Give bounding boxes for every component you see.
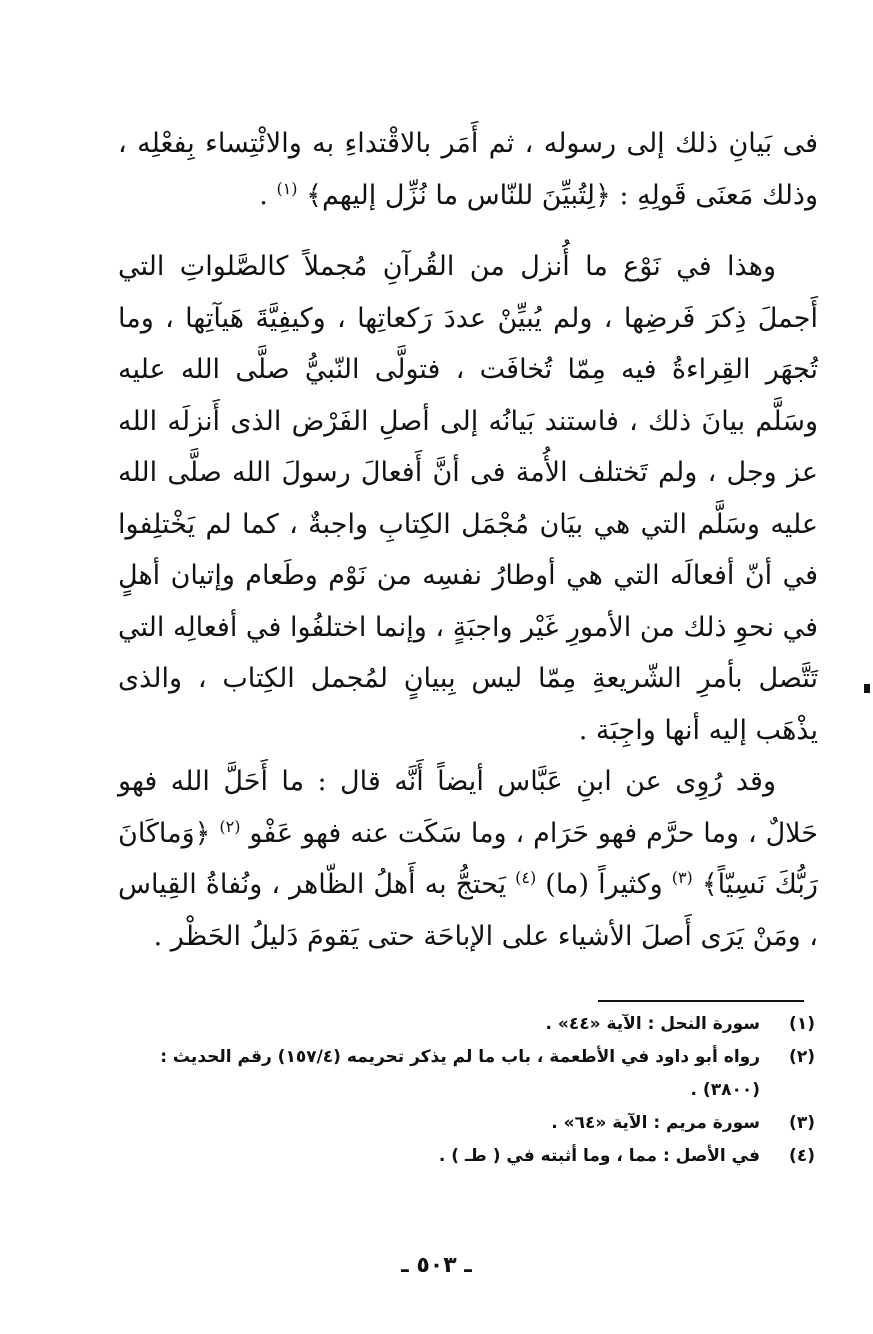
footnote-number: (٤) [789, 1146, 815, 1166]
footnote-marker-3: (٣) [671, 868, 693, 887]
footnote-item [150, 1008, 815, 1041]
footnote-marker-4: (٤) [515, 868, 537, 887]
quran-quote: ﴿وَماكَانَ رَبُّكَ نَسِيّاً﴾ [118, 817, 818, 900]
footnote-text: سورة النحل : الآية «٤٤» . [545, 1014, 760, 1034]
footnote-marker-2: (٢) [219, 816, 241, 836]
body-text [118, 118, 818, 962]
paragraph-2: وهذا في نَوْع ما أُنزل من القُرآنِ مُجملاً كالصَّلواتِ التي أَجملَ ذِكرَ فَرضِها ، ولم يُبيِّنْ عددَ رَكعاتِها ، وكيفِيَّةَ هَيآتِها ، وما تُجهَر القِراءةُ فيه مِمّا تُخافَت ، فتولَّى النّبيُّ صلَّى الله عليه وسَلَّم بيانَ ذلك ، فاستند بَيانُه إلى أصلِ الفَرْض الذى أَنزلَه الله عز وجل ، ولم تَختلف الأُمة فى أنَّ أَفعالَ رسولَ الله صلَّى الله عليه وسَلَّم التي هي بيَان مُجْمَل الكِتابِ واجبةٌ ، كما لم يَخْتلِفوا في أنّ أفعالَه التي هي أوطارُ نفسِه من نَوْم وطَعام وإتيان أهلٍ في نحوِ ذلك من الأمورِ غَيْر واجبَةٍ ، وإنما اختلفُوا في أفعالِه التي تَتَّصل بأمرِ الشّريعةِ مِمّا ليس بِبيانٍ لمُجمل الكِتاب ، والذى يذْهَب إليه أنها واجِبَة . [118, 251, 818, 746]
paragraph-3 [118, 756, 818, 962]
paragraph-1-text: فى بَيانِ ذلك إلى رسوله ، ثم أَمَر بالاقْتداءِ به والائْتِساء بِفعْلِه ، وذلك مَعنَى قَولِهِ : ﴿لِتُبيِّنَ للنّاس ما نُزِّل إليهم﴾ [118, 128, 818, 211]
paragraph-3-text-c: يَحتجُّ به أَهلُ الظّاهر ، ونُفاةُ القِياس ، ومَنْ يَرَى أَصلَ الأشياء على الإباحَة حتى يَقومَ دَليلُ الحَظْر . [118, 869, 818, 952]
footnote-separator [598, 1000, 804, 1002]
footnote-number: (٣) [789, 1113, 815, 1133]
footnote-item [150, 1107, 815, 1140]
footnote-text: في الأصل : مما ، وما أثبته في ( طـ ) . [438, 1146, 760, 1166]
paragraph-3-text-b: وكثيراً (ما) [545, 869, 663, 900]
footnote-marker-1: (١) [276, 178, 298, 198]
footnotes [150, 1008, 815, 1173]
page-number: ـ ٥٠٣ ـ [401, 1253, 472, 1278]
paragraph-1: فى بَيانِ ذلك إلى رسوله ، ثم أَمَر بالاقْتداءِ به والائْتِساء بِفعْلِه ، وذلك مَعنَى قَولِهِ : ﴿لِتُبيِّنَ للنّاس ما نُزِّل إليهم﴾ $^{(١)}$ . [118, 128, 818, 211]
footnote-text: سورة مريم : الآية «٦٤» . [551, 1113, 760, 1133]
margin-mark [864, 684, 870, 693]
footnote-text: رواه أبو داود في الأطعمة ، باب ما لم يذكر تحريمه (١٥٧/٤) رقم الحديث : (٣٨٠٠) . [160, 1047, 760, 1100]
footnote-item [150, 1041, 815, 1107]
paragraph-3-text-a: وقد رُوِى عن ابنِ عَبَّاس أيضاً أَنَّه قال : ما أَحَلَّ الله فهو حَلالٌ ، وما حرَّم فهو حَرَام ، وما سَكَت عنه فهو عَفْو [118, 766, 818, 849]
footnote-item [150, 1140, 815, 1173]
footnote-number: (٢) [789, 1047, 815, 1067]
footnote-number: (١) [789, 1014, 815, 1034]
